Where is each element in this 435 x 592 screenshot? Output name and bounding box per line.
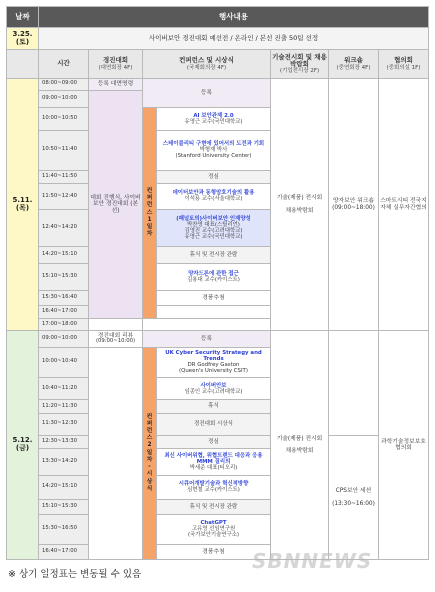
session-card: 시큐어개발기술과 혁신적방향 심현철 교수(카이스트) — [157, 475, 271, 499]
workshop-day1: 양자보안 워크숍 (09:00~18:00) — [329, 78, 379, 331]
session-card: 사이버안보 임종인 교수(고려대학교) — [157, 378, 271, 400]
date-0325: 3.25. (토) — [7, 28, 39, 50]
prelim-notice: 사이버보안 경진대회 예선전 / 온라인 / 본선 진출 50팀 선정 — [39, 28, 429, 50]
session-card: 스테이블리티 구현에 있어서의 도전과 기회 박형재 박사 (Stanford University Center) — [157, 130, 271, 171]
contest-main: 대회 진행식, 사이버보안 경진대회 (본선) — [89, 90, 143, 318]
workshop-day2-empty — [329, 331, 379, 436]
time-cell: 16:40~17:00 — [39, 306, 89, 319]
time-cell: 14:20~15:10 — [39, 247, 89, 264]
expo-day1: 기술(제품) 전시회 채용박람회 — [271, 78, 329, 331]
time-cell: 16:40~17:00 — [39, 544, 89, 559]
break-cell: 휴식 및 전시장 관람 — [157, 247, 271, 264]
col-council: 협의회 (중회의실 1F) — [379, 50, 429, 78]
time-cell: 12:30~13:30 — [39, 435, 89, 448]
session-card: ChatGPT 고유영 선임연구원 (국가보안기술연구소) — [157, 515, 271, 544]
header-event: 행사내용 — [39, 7, 429, 28]
time-cell: 10:40~11:20 — [39, 378, 89, 400]
contest-review: 경진대회 리뷰 (09:00~10:00) — [89, 331, 143, 347]
council-day1: 스마트시티 전국지자체 실무자간협의 — [379, 78, 429, 331]
time-cell: 15:10~15:30 — [39, 499, 89, 514]
prize-draw: 경품추첨 — [157, 544, 271, 559]
session-card: 데이터보안과 동형암호기술의 활용 이석용 교수(서울대학교) — [157, 184, 271, 209]
footnote: ※ 상기 일정표는 변동될 수 있음 — [8, 569, 142, 580]
time-cell: 15:30~16:40 — [39, 290, 89, 305]
col-contest: 경진대회 (대연회장 4F) — [89, 50, 143, 78]
time-cell: 10:00~10:40 — [39, 347, 89, 377]
session-card: 최신 사이버위협, 위협트렌드 대응과 응용 MMM 질리의 박세준 대표(티오리) — [157, 449, 271, 475]
conf-registration: 등록 — [143, 331, 271, 347]
time-cell: 10:50~11:40 — [39, 130, 89, 171]
conf-registration: 등록 — [143, 78, 271, 107]
time-cell: 11:40~11:50 — [39, 171, 89, 184]
time-cell: 12:40~14:20 — [39, 209, 89, 247]
col-time: 시간 — [39, 50, 89, 78]
time-cell: 09:00~10:00 — [39, 331, 89, 347]
col-expo: 기술전시회 및 채용박람회 (기업전시장 2F) — [271, 50, 329, 78]
time-cell: 14:20~15:10 — [39, 475, 89, 499]
time-cell: 15:10~15:30 — [39, 264, 89, 290]
spacer — [157, 306, 271, 319]
expo-day2: 기술(제품) 전시회 채용박람회 — [271, 331, 329, 560]
time-cell: 15:30~16:50 — [39, 515, 89, 544]
col-conference: 컨퍼런스 및 시상식 (국제회의장 4F) — [143, 50, 271, 78]
session-card: 양자드론에 관한 접근 김용대 교수(카이스트) — [157, 264, 271, 290]
col-workshop: 워크숍 (중연회장 4F) — [329, 50, 379, 78]
time-cell: 09:00~10:00 — [39, 90, 89, 107]
conf-day2-label: 컨퍼런스 2 일차 - 시상식 — [143, 347, 157, 559]
session-card: UK Cyber Security Strategy and Trends DR Godfrey Gaston (Queen's University CSIT) — [157, 347, 271, 377]
conf-day1-label: 컨퍼런스 1 일차 — [143, 108, 157, 319]
contest-empty — [89, 347, 143, 559]
day1-date: 5.11. (목) — [7, 78, 39, 331]
session-card: AI 보안관제 2.0 유영근 교수(국민대학교) — [157, 108, 271, 130]
time-cell: 10:00~10:50 — [39, 108, 89, 130]
time-cell: 11:20~11:30 — [39, 400, 89, 413]
spacer — [89, 319, 143, 331]
panel-session: (패널토의)사이버보안 인재양성 박찬영 대표(스틸리언) 김영진 교수(고려대학교) 유영근 교수(국민대학교) — [157, 209, 271, 247]
award-ceremony: 경진대회 시상식 — [157, 413, 271, 435]
prize-draw: 경품추첨 — [157, 290, 271, 305]
break-cell: 휴식 — [157, 400, 271, 413]
time-cell: 13:30~14:20 — [39, 449, 89, 475]
date-spacer — [7, 50, 39, 78]
council-day2: 과학기술정보보호협의회 — [379, 331, 429, 560]
schedule-table — [6, 6, 429, 560]
header-date: 날짜 — [7, 7, 39, 28]
watermark: SBNNEWS — [252, 549, 373, 573]
break-cell: 정심 — [157, 171, 271, 184]
time-cell: 17:00~18:00 — [39, 319, 89, 331]
day2-date: 5.12. (금) — [7, 331, 39, 560]
break-cell: 휴식 및 전시장 관람 — [157, 499, 271, 514]
time-cell: 11:50~12:40 — [39, 184, 89, 209]
time-cell: 08:00~09:00 — [39, 78, 89, 90]
time-cell: 11:30~12:30 — [39, 413, 89, 435]
spacer — [143, 319, 271, 331]
workshop-day2: CPS보안 세션 (13:30~16:00) — [329, 435, 379, 559]
contest-registration: 등록 대면명령 — [89, 78, 143, 90]
break-cell: 정심 — [157, 435, 271, 448]
